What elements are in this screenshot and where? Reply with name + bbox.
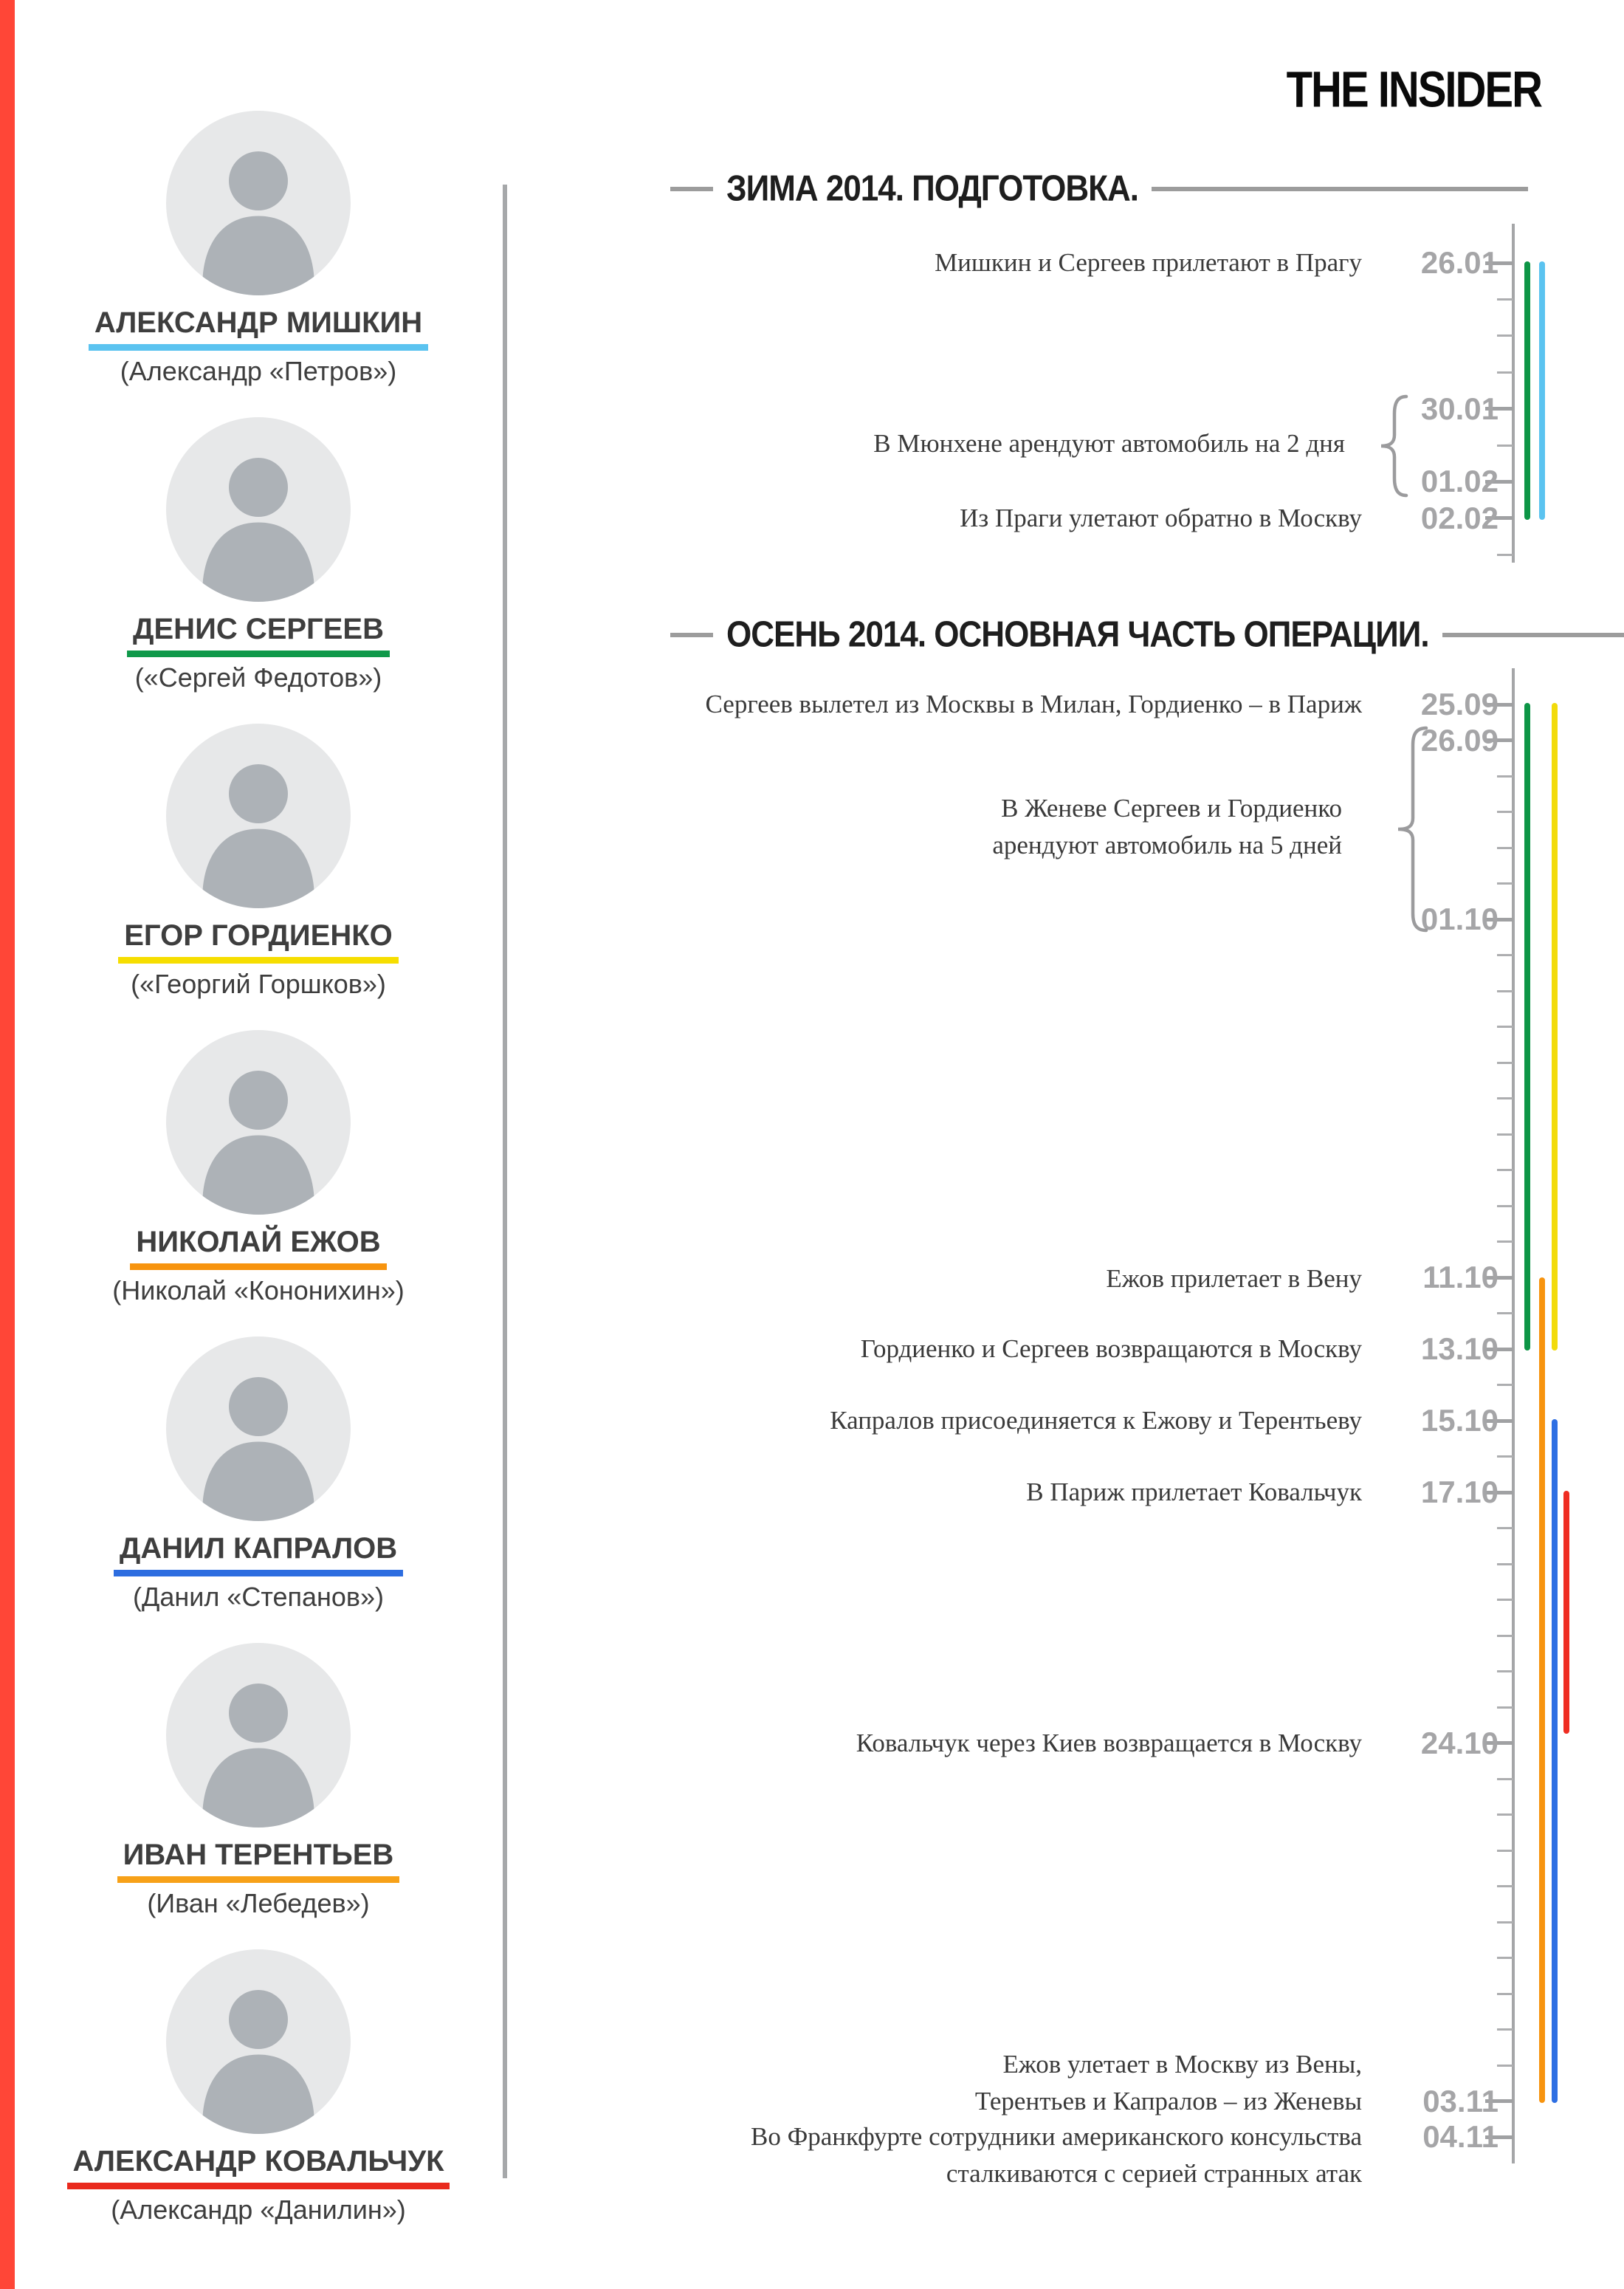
event-text <box>861 1331 1362 1367</box>
person-alias-kovalchuk: (Александр «Данилин») <box>111 2194 406 2225</box>
tick-minor <box>1497 1169 1513 1171</box>
person-name-wrap-kapralov <box>52 1521 465 1576</box>
person-alias-kapralov: (Данил «Степанов») <box>132 1582 385 1612</box>
person-name-kovalchuk: АЛЕКСАНДР КОВАЛЬЧУК <box>67 2144 450 2189</box>
timeline-axis <box>1512 668 1515 2163</box>
person-alias-terentyev: (Иван «Лебедев») <box>147 1888 370 1918</box>
tick-minor <box>1497 1097 1513 1099</box>
person-alias-gordienko: («Георгий Горшков») <box>131 969 386 999</box>
event-text-line: Терентьев и Капралов – из Женевы <box>974 2087 1362 2115</box>
tick-minor <box>1497 2065 1513 2067</box>
tick-minor <box>1497 298 1513 301</box>
tick-minor <box>1497 1240 1513 1243</box>
date-label: 15.10 <box>1420 1403 1499 1438</box>
person-name-kapralov: ДАНИЛ КАПРАЛОВ <box>114 1531 403 1576</box>
tick-minor <box>1497 1312 1513 1314</box>
date-label: 24.10 <box>1420 1725 1499 1760</box>
person-card-gordienko <box>52 724 465 1000</box>
event-text <box>935 244 1362 281</box>
tick-minor <box>1497 990 1513 992</box>
person-card-kovalchuk <box>52 1949 465 2225</box>
date-label: 25.09 <box>1420 687 1499 721</box>
event-text-line: Во Франкфурте сотрудники американского консульства <box>751 2122 1362 2151</box>
tick-minor <box>1497 1778 1513 1780</box>
person-name-wrap-gordienko <box>52 908 465 964</box>
tick-minor <box>1497 1957 1513 1959</box>
person-card-ezhov <box>52 1030 465 1306</box>
event-text-line: Ковальчук через Киев возвращается в Москву <box>856 1729 1362 1757</box>
portrait-photo-ezhov <box>166 1030 351 1215</box>
event-text <box>856 1725 1362 1762</box>
tick-minor <box>1497 1133 1513 1136</box>
portrait-photo-mishkin <box>166 111 351 295</box>
event-text-line: В Мюнхене арендуют автомобиль на 2 дня <box>873 429 1345 458</box>
vertical-divider <box>503 185 507 2178</box>
event-text-line: сталкиваются с серией странных атак <box>946 2159 1362 2188</box>
section-header-winter <box>670 168 1528 209</box>
event-text <box>1026 1474 1362 1511</box>
event-text <box>975 2046 1362 2120</box>
section-header-autumn <box>670 614 1624 655</box>
event-text <box>706 686 1362 723</box>
curly-brace <box>1377 394 1411 498</box>
tick-minor <box>1497 445 1513 447</box>
tick-minor <box>1497 2028 1513 2031</box>
tick-minor <box>1497 1455 1513 1458</box>
person-name-wrap-terentyev <box>52 1828 465 1883</box>
tick-minor <box>1497 775 1513 778</box>
person-name-wrap-kovalchuk <box>52 2134 465 2189</box>
tick-minor <box>1497 1706 1513 1709</box>
date-label: 13.10 <box>1420 1331 1499 1366</box>
person-card-kapralov <box>52 1336 465 1613</box>
person-name-wrap-sergeev <box>52 602 465 657</box>
tick-minor <box>1497 1670 1513 1672</box>
tick-minor <box>1497 1384 1513 1386</box>
tick-minor <box>1497 1921 1513 1923</box>
presence-bar-gordienko <box>1552 703 1558 1351</box>
tick-minor <box>1497 1885 1513 1887</box>
date-label: 26.01 <box>1420 245 1499 280</box>
person-name-terentyev: ИВАН ТЕРЕНТЬЕВ <box>117 1838 400 1883</box>
tick-minor <box>1497 1850 1513 1852</box>
date-label: 11.10 <box>1422 1260 1499 1294</box>
timeline-axis <box>1512 224 1515 563</box>
tick-minor <box>1497 1062 1513 1064</box>
presence-bar-sergeev <box>1524 261 1530 520</box>
presence-bar-ezhov-terentyev <box>1539 1277 1545 2103</box>
tick-minor <box>1497 334 1513 337</box>
presence-bar-kapralov <box>1552 1419 1558 2103</box>
event-text <box>960 500 1362 537</box>
portrait-photo-terentyev <box>166 1643 351 1828</box>
portrait-photo-gordienko <box>166 724 351 908</box>
person-name-ezhov: НИКОЛАЙ ЕЖОВ <box>130 1225 386 1270</box>
person-alias-sergeev: («Сергей Федотов») <box>134 662 382 693</box>
tick-minor <box>1497 1527 1513 1529</box>
tick-minor <box>1497 1813 1513 1816</box>
person-name-sergeev: ДЕНИС СЕРГЕЕВ <box>127 612 390 657</box>
portrait-photo-sergeev <box>166 417 351 602</box>
date-label: 01.02 <box>1420 464 1499 499</box>
event-text-line: Из Праги улетают обратно в Москву <box>960 504 1362 532</box>
event-text-line: В Париж прилетает Ковальчук <box>1026 1478 1362 1506</box>
presence-bar-mishkin <box>1539 261 1545 520</box>
person-alias-ezhov: (Николай «Кононихин») <box>112 1275 405 1305</box>
header-rule-lead <box>670 633 713 637</box>
tick-minor <box>1497 554 1513 556</box>
tick-minor <box>1497 371 1513 374</box>
curly-brace <box>1394 726 1431 933</box>
portrait-photo-kapralov <box>166 1336 351 1521</box>
event-text-line: Капралов присоединяется к Ежову и Терентьеву <box>830 1406 1362 1435</box>
presence-bar-sergeev <box>1524 703 1530 1351</box>
tick-minor <box>1497 1599 1513 1601</box>
event-text <box>992 790 1342 864</box>
date-label: 17.10 <box>1420 1475 1499 1509</box>
date-label: 03.11 <box>1422 2083 1499 2118</box>
date-label: 30.01 <box>1420 391 1499 426</box>
event-text <box>873 425 1345 462</box>
tick-minor <box>1497 1635 1513 1637</box>
date-label: 04.11 <box>1422 2119 1499 2154</box>
tick-minor <box>1497 811 1513 813</box>
section-title: ОСЕНЬ 2014. ОСНОВНАЯ ЧАСТЬ ОПЕРАЦИИ. <box>726 614 1429 655</box>
left-accent-stripe <box>0 0 15 2289</box>
person-card-terentyev <box>52 1643 465 1919</box>
date-label: 02.02 <box>1420 500 1499 535</box>
event-text-line: Ежов прилетает в Вену <box>1106 1264 1362 1293</box>
tick-minor <box>1497 1563 1513 1565</box>
person-name-gordienko: ЕГОР ГОРДИЕНКО <box>118 919 399 964</box>
tick-minor <box>1497 1205 1513 1207</box>
person-name-wrap-ezhov <box>52 1215 465 1270</box>
header-rule-trail <box>1442 633 1624 637</box>
event-text <box>830 1402 1362 1439</box>
event-text <box>751 2118 1362 2192</box>
person-card-sergeev <box>52 417 465 693</box>
portrait-photo-kovalchuk <box>166 1949 351 2134</box>
event-text-line: В Женеве Сергеев и Гордиенко <box>1001 794 1342 823</box>
header-rule-trail <box>1152 187 1528 191</box>
event-text-line: Мишкин и Сергеев прилетают в Прагу <box>935 248 1362 277</box>
event-text-line: арендуют автомобиль на 5 дней <box>992 831 1342 859</box>
header-rule-lead <box>670 187 713 191</box>
event-text <box>1106 1260 1362 1297</box>
event-text-line: Сергеев вылетел из Москвы в Милан, Гордиенко – в Париж <box>705 690 1362 718</box>
brand-logo: THE INSIDER <box>1286 61 1541 118</box>
date-label: 26.09 <box>1420 722 1499 758</box>
section-title: ЗИМА 2014. ПОДГОТОВКА. <box>726 168 1139 209</box>
tick-minor <box>1497 847 1513 849</box>
person-name-mishkin: АЛЕКСАНДР МИШКИН <box>89 306 428 351</box>
event-text-line: Ежов улетает в Москву из Вены, <box>1002 2050 1362 2079</box>
tick-minor <box>1497 1026 1513 1028</box>
person-alias-mishkin: (Александр «Петров») <box>120 356 397 386</box>
tick-minor <box>1497 882 1513 885</box>
person-name-wrap-mishkin <box>52 295 465 351</box>
person-card-mishkin <box>52 111 465 387</box>
date-label: 01.10 <box>1420 902 1499 936</box>
tick-minor <box>1497 1993 1513 1995</box>
tick-minor <box>1497 954 1513 956</box>
presence-bar-kovalchuk <box>1563 1491 1569 1734</box>
event-text-line: Гордиенко и Сергеев возвращаются в Москву <box>860 1334 1362 1363</box>
